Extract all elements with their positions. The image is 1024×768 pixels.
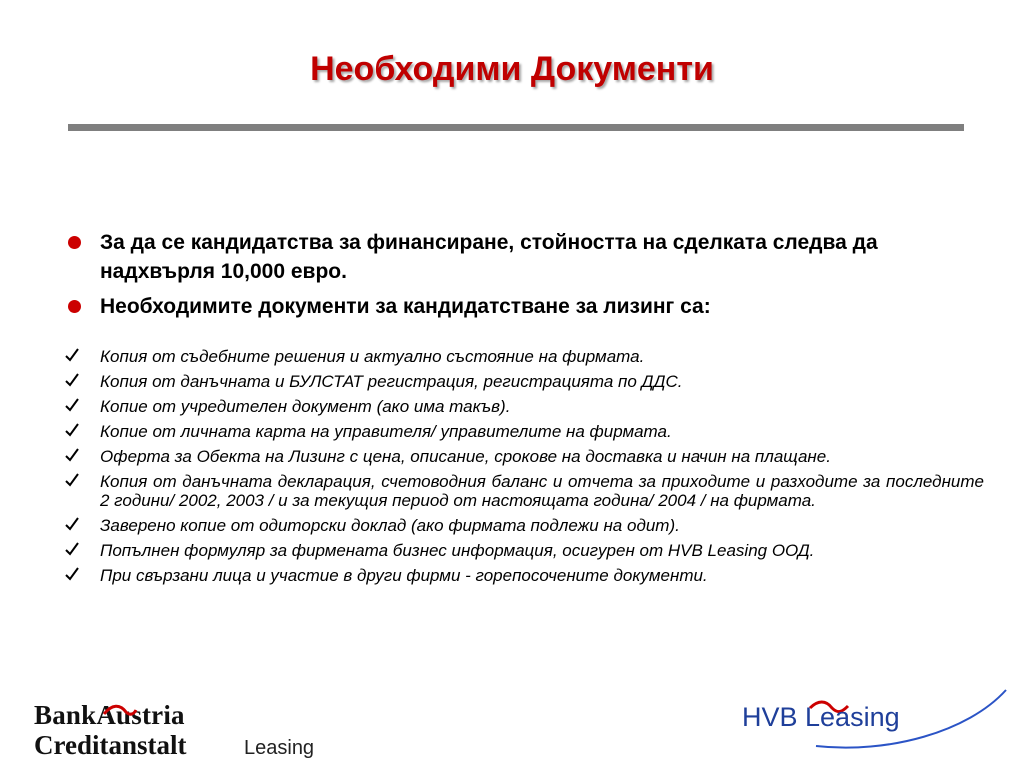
checklist-item [62,541,984,560]
checkmark-icon [64,472,80,488]
checkmark-icon [64,372,80,388]
bullet-text: За да се кандидатства за финансиране, стойността на сделката следва да надхвърля 10,000 евро. [100,231,878,283]
red-dot-icon [68,236,81,249]
checklist-item [62,566,984,585]
bullet-text: Необходимите документи за кандидатстване за лизинг са: [100,295,711,318]
checkmark-icon [64,422,80,438]
red-swoosh-icon [102,704,138,718]
bank-austria-wordmark: BankAustria [34,700,185,730]
red-dot-icon [68,300,81,313]
title-divider [68,124,964,131]
checklist-text: При свързани лица и участие в други фирми - горепосочените документи. [100,566,708,585]
checklist-item [62,372,984,391]
creditanstalt-wordmark: Creditanstalt [34,730,187,760]
checkmark-icon [64,566,80,582]
bank-austria-logo [34,700,334,762]
bullet-item [62,292,962,321]
checklist-text: Попълнен формуляр за фирмената бизнес информация, осигурен от HVB Leasing ООД. [100,541,815,560]
checklist-text: Оферта за Обекта на Лизинг с цена, описание, срокове на доставка и начин на плащане. [100,447,831,466]
checkmark-icon [64,347,80,363]
document-checklist [62,347,984,591]
checklist-text: Копие от личната карта на управителя/ управителите на фирмата. [100,422,672,441]
checkmark-icon [64,516,80,532]
checklist-text: Копие от учредителен документ (ако има такъв). [100,397,511,416]
hvb-leasing-logo [738,688,1010,754]
checklist-item [62,397,984,416]
checkmark-icon [64,397,80,413]
checklist-item [62,447,984,466]
hvb-leasing-wordmark: HVB Leasing [742,702,900,732]
checklist-text: Копия от данъчната и БУЛСТАТ регистрация, регистрацията по ДДС. [100,372,683,391]
leasing-wordmark: Leasing [244,737,315,759]
checkmark-icon [64,447,80,463]
checklist-text: Заверено копие от одиторски доклад (ако фирмата подлежи на одит). [100,516,680,535]
checklist-text: Копия от съдебните решения и актуално състояние на фирмата. [100,347,645,366]
bullet-item [62,228,962,286]
checklist-item [62,472,984,510]
checkmark-icon [64,541,80,557]
checklist-item [62,516,984,535]
checklist-text: Копия от данъчната декларация, счетоводния баланс и отчета за приходите и разходите за последните 2 години/ 2002, 2003 / и за текущия период от настоящата година/ 2004 / на фирмата. [100,472,984,510]
slide-title: Необходими Документи [310,50,714,88]
checklist-item [62,347,984,366]
main-bullets [62,228,962,327]
checklist-item [62,422,984,441]
